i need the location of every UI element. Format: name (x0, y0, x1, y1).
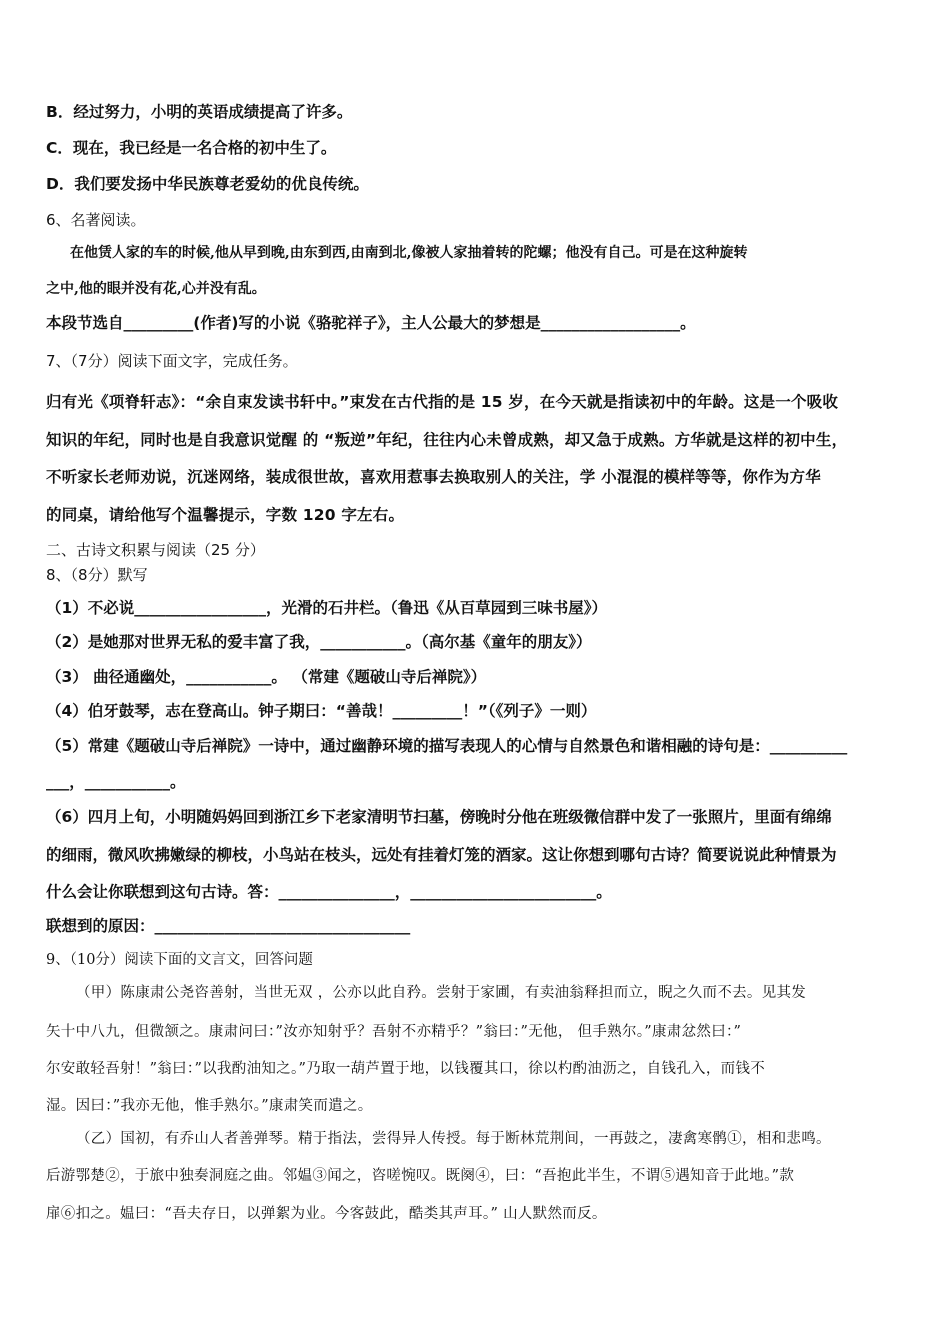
q7-line1: 归有光《项脊轩志》：“余自束发读书轩中。”束发在古代指的是 15 岁，在今天就是指读初中的年龄。这是一个吸收 (46, 393, 839, 411)
q8-item6-line2: 的细雨，微风吹拂嫩绿的柳枝，小鸟站在枝头，远处有挂着灯笼的酒家。这让你想到哪句古诗？简要说说此种情景为 (46, 846, 837, 864)
q7-line3: 不听家长老师劝说，沉迷网络，装成很世故，喜欢用惹事去换取别人的关注，学 小混混的模样等等，你作为方华 (46, 468, 821, 486)
q7-title: 7、（7分）阅读下面文字，完成任务。 (46, 352, 298, 370)
q9-yi-line1: （乙）国初，有乔山人者善弹琴。精于指法，尝得异人传授。每于断林荒荆间，一再鼓之，凄禽寒鹘①，相和悲鸣。 (76, 1131, 831, 1147)
q6-question: 本段节选自_________(作者)写的小说《骆驼祥子》，主人公最大的梦想是__________________。 (46, 314, 696, 332)
q8-item3: （3） 曲径通幽处，___________。 （常建《题破山寺后禅院》） (46, 668, 487, 686)
option-b: B．经过努力，小明的英语成绩提高了许多。 (46, 103, 353, 121)
q9-jia-line2: 矢十中八九，但微颔之。康肃问曰：”汝亦知射乎？吾射不亦精乎？”翁曰：”无他， 但手熟尔。”康肃忿然曰：” (46, 1024, 742, 1040)
q9-jia-line4: 湿。因曰：”我亦无他，惟手熟尔。”康肃笑而遣之。 (46, 1098, 373, 1114)
q8-item6-line4: 联想到的原因：_________________________________ (46, 917, 411, 935)
q9-jia-line3: 尔安敢轻吾射！”翁曰：”以我酌油知之。”乃取一葫芦置于地，以钱覆其口，徐以杓酌油沥之，自钱孔入，而钱不 (46, 1061, 766, 1077)
q8-item5-line2: ___，___________。 (46, 773, 186, 791)
q9-yi-line2: 后游鄂楚②，于旅中独奏洞庭之曲。邻媪③闻之，咨嗟惋叹。既阕④，曰：“吾抱此半生，不谓⑤遇知音于此地。”款 (46, 1168, 795, 1184)
q6-excerpt-line1: 在他赁人家的车的时候,他从早到晚,由东到西,由南到北,像被人家抽着转的陀螺；他没有自己。可是在这种旋转 (70, 245, 748, 261)
q6-title: 6、名著阅读。 (46, 211, 146, 229)
q8-item5-line1: （5）常建《题破山寺后禅院》一诗中，通过幽静环境的描写表现人的心情与自然景色和谐相融的诗句是：__________ (46, 737, 848, 755)
q6-excerpt-line2: 之中,他的眼并没有花,心并没有乱。 (46, 281, 266, 297)
q8-item6-line1: （6）四月上旬，小明随妈妈回到浙江乡下老家清明节扫墓，傍晚时分他在班级微信群中发了一张照片，里面有绵绵 (46, 808, 832, 826)
q7-line2: 知识的年纪，同时也是自我意识觉醒 的 “叛逆”年纪，往往内心未曾成熟，却又急于成熟。方华就是这样的初中生， (46, 431, 848, 449)
q8-item6-line3: 什么会让你联想到这句古诗。答：_______________，________________________。 (46, 883, 612, 901)
q8-title: 8、（8分）默写 (46, 566, 148, 584)
option-c: C．现在，我已经是一名合格的初中生了。 (46, 139, 337, 157)
q8-item4: （4）伯牙鼓琴，志在登高山。钟子期曰：“善哉！_________！”（《列子》一则） (46, 702, 597, 720)
q8-item1: （1）不必说_________________，光滑的石井栏。（鲁迅《从百草园到三味书屋》） (46, 599, 608, 617)
section2-title: 二、古诗文积累与阅读（25 分） (46, 541, 265, 559)
q9-yi-line3: 扉⑥扣之。媪曰：“吾夫存日，以弹絮为业。今客鼓此，酷类其声耳。” 山人默然而反。 (46, 1206, 607, 1222)
q7-line4: 的同桌，请给他写个温馨提示，字数 120 字左右。 (46, 506, 405, 524)
option-d: D．我们要发扬中华民族尊老爱幼的优良传统。 (46, 175, 369, 193)
q9-jia-line1: （甲）陈康肃公尧咨善射，当世无双 ，公亦以此自矜。尝射于家圃，有卖油翁释担而立，睨之久而不去。见其发 (76, 985, 807, 1001)
q8-item2: （2）是她那对世界无私的爱丰富了我，___________。（高尔基《童年的朋友》） (46, 633, 592, 651)
q9-title: 9、（10分）阅读下面的文言文，回答问题 (46, 952, 313, 968)
